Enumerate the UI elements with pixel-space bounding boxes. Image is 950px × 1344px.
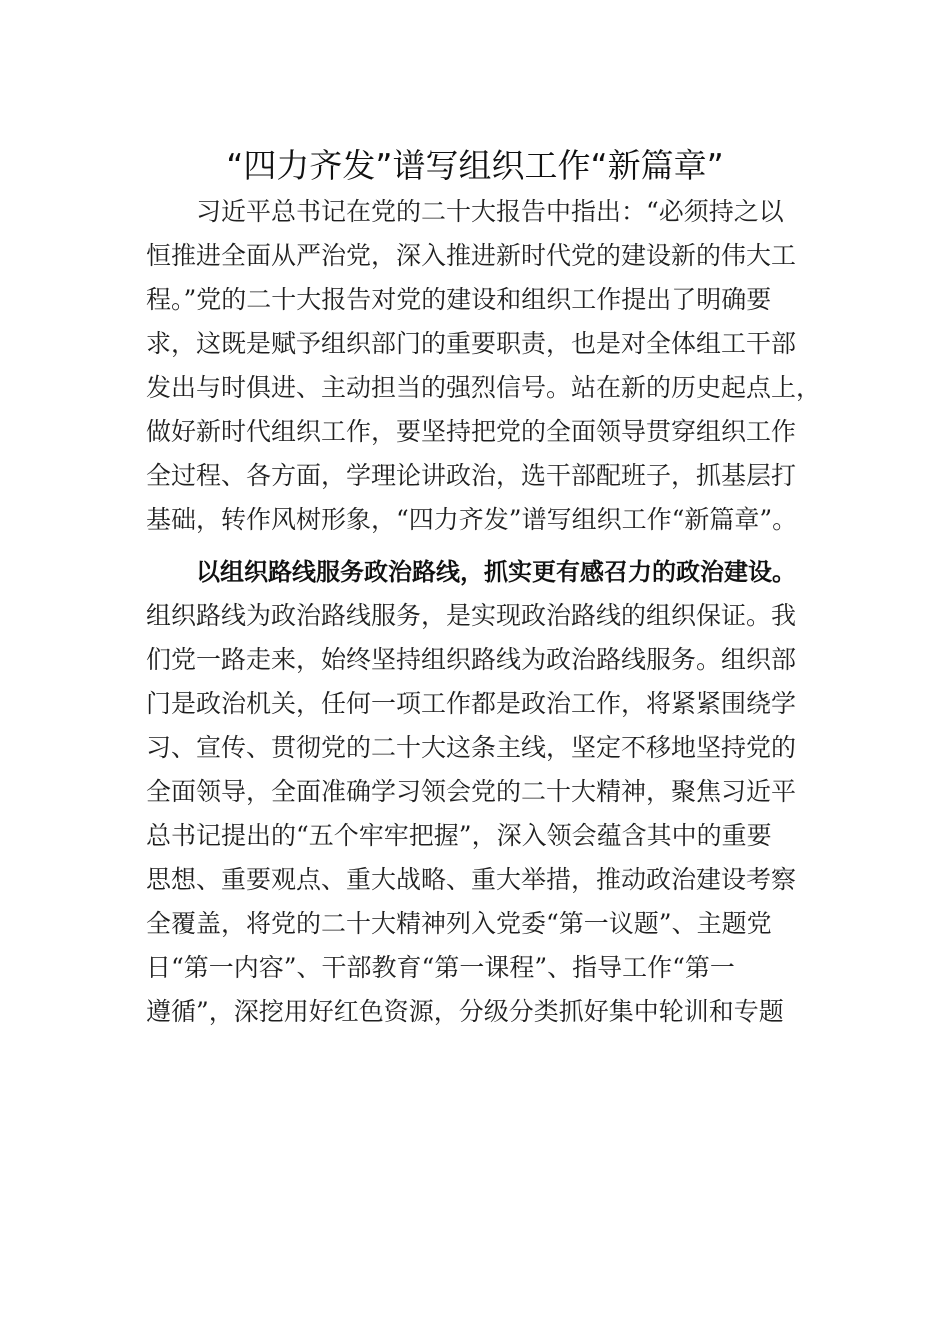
paragraph1-line: 求，这既是赋予组织部门的重要职责，也是对全体组工干部: [146, 329, 797, 358]
paragraph2-line: 门是政治机关，任何一项工作都是政治工作，将紧紧围绕学: [146, 689, 797, 718]
paragraph2-line: 习、宣传、贯彻党的二十大这条主线，坚定不移地坚持党的: [146, 733, 797, 762]
paragraph2-line: 全覆盖，将党的二十大精神列入党委“第一议题”、主题党: [146, 909, 772, 938]
paragraph1-line: 程。”党的二十大报告对党的建设和组织工作提出了明确要: [146, 285, 772, 314]
paragraph1-line: 基础，转作风树形象，“四力齐发”谱写组织工作“新篇章”。: [146, 505, 798, 534]
paragraph1-line: 习近平总书记在党的二十大报告中指出：“必须持之以: [196, 197, 784, 226]
paragraph1-line: 全过程、各方面，学理论讲政治，选干部配班子，抓基层打: [146, 461, 797, 490]
paragraph2-line: 遵循”，深挖用好红色资源，分级分类抓好集中轮训和专题: [146, 997, 784, 1026]
paragraph2-line: 总书记提出的“五个牢牢把握”，深入领会蕴含其中的重要: [146, 821, 772, 850]
paragraph2-line: 日“第一内容”、干部教育“第一课程”、指导工作“第一: [146, 953, 735, 982]
paragraph1-line: 发出与时俱进、主动担当的强烈信号。站在新的历史起点上，: [146, 373, 822, 402]
paragraph2-line: 思想、重要观点、重大战略、重大举措，推动政治建设考察: [146, 865, 797, 894]
paragraph2-line: 全面领导，全面准确学习领会党的二十大精神，聚焦习近平: [146, 777, 797, 806]
paragraph1-line: 恒推进全面从严治党，深入推进新时代党的建设新的伟大工: [146, 241, 797, 270]
document-title: “四力齐发”谱写组织工作“新篇章”: [226, 146, 724, 185]
paragraph2-line: 组织路线为政治路线服务，是实现政治路线的组织保证。我: [146, 601, 797, 630]
paragraph1-line: 做好新时代组织工作，要坚持把党的全面领导贯穿组织工作: [146, 417, 797, 446]
paragraph2-heading: 以组织路线服务政治路线，抓实更有感召力的政治建设。: [196, 558, 796, 586]
paragraph2-line: 们党一路走来，始终坚持组织路线为政治路线服务。组织部: [146, 645, 797, 674]
